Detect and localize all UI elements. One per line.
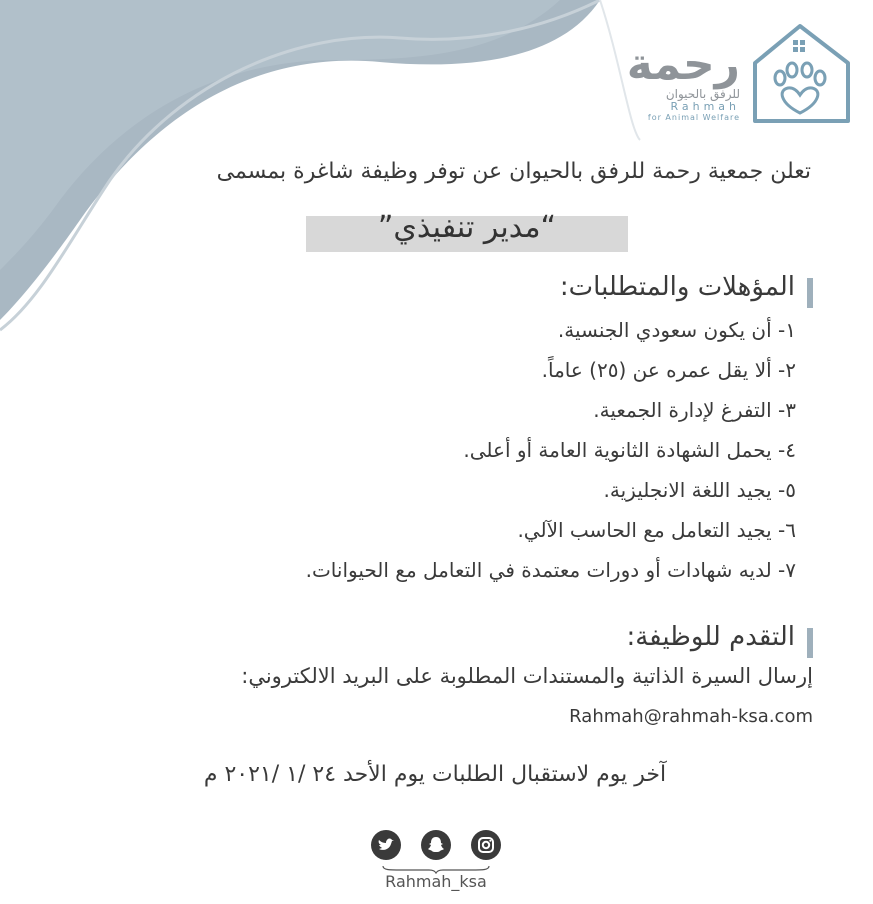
logo-name-en: Rahmah [670,100,740,113]
logo-tagline-en: for Animal Welfare [647,113,740,122]
apply-heading: التقدم للوظيفة: [626,622,813,652]
requirement-item: ٣- التفرغ لإدارة الجمعية. [593,398,796,422]
job-title: “مدير تنفيذي” [377,210,557,245]
snapchat-icon[interactable] [421,830,451,860]
apply-instructions: إرسال السيرة الذاتية والمستندات المطلوبة على البريد الالكتروني: [241,664,813,688]
instagram-icon[interactable] [471,830,501,860]
social-handle[interactable]: Rahmah_ksa [385,872,487,891]
twitter-icon[interactable] [371,830,401,860]
deadline-text: آخر يوم لاستقبال الطلبات يوم الأحد ٢٤ /١ /٢٠٢١ م [203,762,667,787]
email-address[interactable]: Rahmah@rahmah-ksa.com [569,706,813,727]
logo-subtitle-ar: للرفق بالحيوان [665,87,740,101]
requirement-item: ٦- يجيد التعامل مع الحاسب الآلي. [517,518,796,542]
house-paw-logo-icon [630,18,858,128]
requirement-item: ١- أن يكون سعودي الجنسية. [557,318,796,342]
announcement-text: تعلن جمعية رحمة للرفق بالحيوان عن توفر وظيفة شاغرة بمسمى [216,159,811,184]
requirement-item: ٧- لديه شهادات أو دورات معتمدة في التعامل مع الحيوانات. [305,558,796,582]
requirement-item: ٢- ألا يقل عمره عن (٢٥) عاماً. [541,358,796,382]
requirement-item: ٤- يحمل الشهادة الثانوية العامة أو أعلى. [463,438,796,462]
logo-name-ar: رحمة [626,39,740,90]
social-links [371,826,501,896]
requirement-item: ٥- يجيد اللغة الانجليزية. [603,478,796,502]
qualifications-heading: المؤهلات والمتطلبات: [560,272,813,302]
